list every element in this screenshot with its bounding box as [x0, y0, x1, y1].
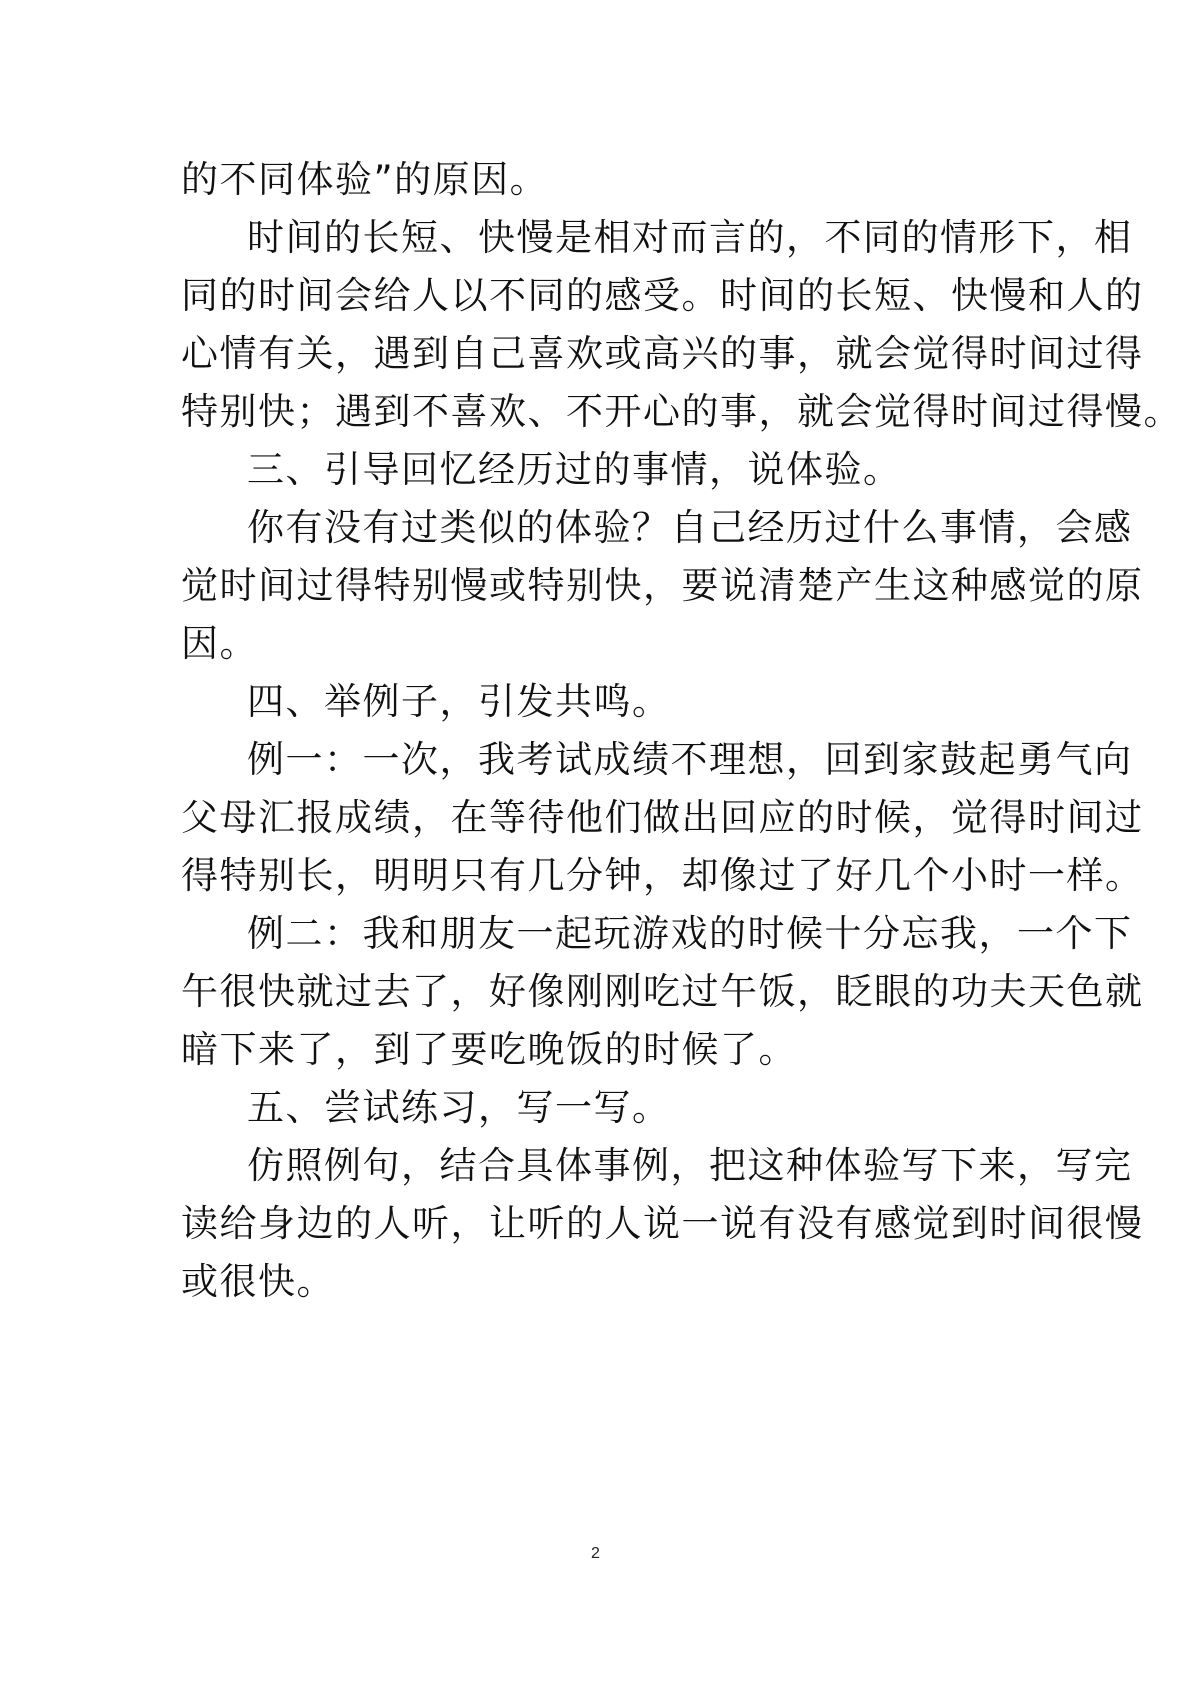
text-line: 午很快就过去了，好像刚刚吃过午饭，眨眼的功夫天色就 [181, 970, 1144, 1013]
text-line: 仿照例句，结合具体事例，把这种体验写下来，写完 [247, 1144, 1133, 1187]
text-line: 例一：一次，我考试成绩不理想，回到家鼓起勇气向 [247, 738, 1133, 781]
text-line: 心情有关，遇到自己喜欢或高兴的事，就会觉得时间过得 [181, 332, 1144, 375]
text-line: 得特别长，明明只有几分钟，却像过了好几个小时一样。 [181, 854, 1144, 897]
text-line: 你有没有过类似的体验？自己经历过什么事情，会感 [247, 506, 1133, 549]
section-heading: 三、引导回忆经历过的事情，说体验。 [247, 448, 902, 491]
text-line: 父母汇报成绩，在等待他们做出回应的时候，觉得时间过 [181, 796, 1144, 839]
text-line: 读给身边的人听，让听的人说一说有没有感觉到时间很慢 [181, 1202, 1144, 1245]
text-line: 同的时间会给人以不同的感受。时间的长短、快慢和人的 [181, 274, 1144, 317]
text-line: 时间的长短、快慢是相对而言的，不同的情形下，相 [247, 216, 1133, 259]
text-line: 例二：我和朋友一起玩游戏的时候十分忘我，一个下 [247, 912, 1133, 955]
text-line: 或很快。 [181, 1260, 335, 1303]
text-line: 因。 [181, 622, 258, 665]
section-heading: 五、尝试练习，写一写。 [247, 1086, 671, 1129]
text-line: 觉时间过得特别慢或特别快，要说清楚产生这种感觉的原 [181, 564, 1144, 607]
page-number: 2 [591, 1545, 600, 1562]
section-heading: 四、举例子，引发共鸣。 [247, 680, 671, 723]
text-line: 的不同体验”的原因。 [181, 158, 549, 201]
text-line: 暗下来了，到了要吃晚饭的时候了。 [181, 1028, 797, 1071]
text-line: 特别快；遇到不喜欢、不开心的事，就会觉得时间过得慢。 [181, 390, 1182, 433]
